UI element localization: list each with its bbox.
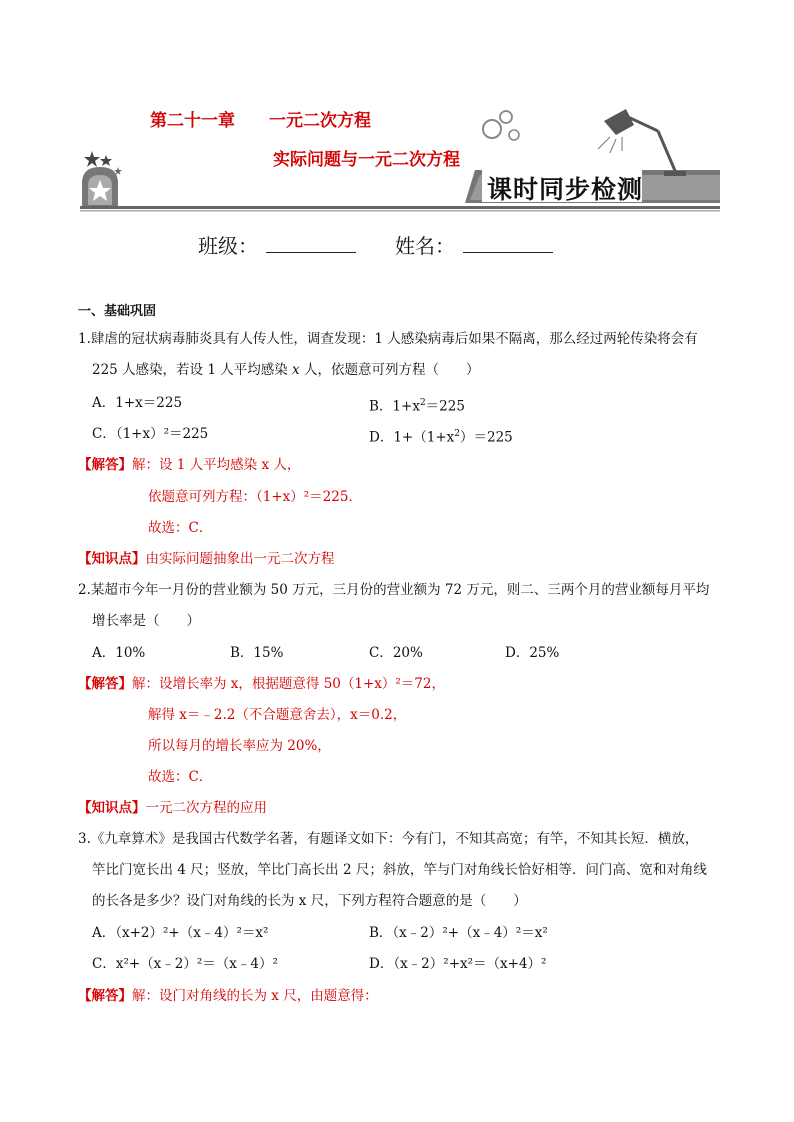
q1-answer-line1: 【解答】解：设 1 人平均感染 x 人， [78, 457, 301, 473]
q2-stem-line2: 增长率是（ ） [92, 613, 200, 629]
q3-stem-line2: 竿比门宽长出 4 尺；竖放，竿比门高长出 2 尺；斜放，竿与门对角线长恰好相等．问门高、宽和对角线 [92, 862, 707, 878]
q2-option-b: B．15% [230, 645, 284, 661]
q1-stem-line2: 225 人感染，若设 1 人平均感染 x 人，依题意可列方程（ ） [92, 362, 480, 378]
q2-option-c: C．20% [369, 645, 423, 661]
q1-stem-line1: 1.肆虐的冠状病毒肺炎具有人传人性，调查发现：1 人感染病毒后如果不隔离，那么经过两轮传染将会有 [78, 331, 698, 347]
q1-option-b: B．$1+x^2=225$ [369, 398, 465, 415]
bubble-icon [509, 130, 519, 140]
q1-option-d: D．$1+(1+x^2)=225$ [369, 429, 513, 446]
q2-knowledge-point: 【知识点】一元二次方程的应用 [78, 800, 267, 816]
lesson-subtitle: 实际问题与一元二次方程 [273, 150, 460, 170]
star-icon [84, 151, 100, 167]
q3-option-d: D．（x﹣2）²+x²＝（x+4）² [369, 956, 547, 972]
chapter-title: 第二十一章 一元二次方程 [150, 111, 371, 131]
lamp-icon [598, 109, 686, 176]
q2-stem-line1: 2.某超市今年一月份的营业额为 50 万元，三月份的营业额为 72 万元，则二、三两个月的营业额每月平均 [78, 582, 710, 598]
bubble-icon [483, 120, 501, 138]
name-label: 姓名： [395, 234, 455, 258]
q2-option-a: A．10% [92, 645, 146, 661]
q3-option-b: B．（x﹣2）²+（x﹣4）²＝x² [369, 925, 548, 941]
q2-answer-line4: 故选：C． [148, 769, 213, 785]
class-label: 班级： [198, 234, 258, 258]
q1-knowledge-point: 【知识点】由实际问题抽象出一元二次方程 [78, 551, 335, 567]
section-title: 一、基础巩固 [78, 304, 157, 319]
q3-stem-line3: 的长各是多少？设门对角线的长为 x 尺，下列方程符合题意的是（ ） [92, 893, 527, 909]
q1-option-a: A．1+x＝225 [92, 395, 183, 411]
q2-answer-line2: 解得 x＝﹣2.2（不合题意舍去），x＝0.2， [148, 707, 407, 723]
star-icon [100, 155, 112, 166]
bubble-icon [500, 111, 512, 123]
q1-answer-line3: 故选：C． [148, 520, 213, 536]
class-input-line[interactable] [266, 234, 356, 253]
q2-answer-line1: 【解答】解：设增长率为 x，根据题意得 50（1+x）²＝72， [78, 676, 445, 692]
banner-text: 课时同步检测 [487, 175, 644, 204]
class-field [198, 230, 356, 259]
name-input-line[interactable] [463, 234, 553, 253]
q1-answer-line2: 依题意可列方程：（1+x）²＝225． [148, 489, 362, 505]
q3-option-c: C．x²+（x﹣2）²＝（x﹣4）² [92, 956, 278, 972]
name-field [395, 230, 553, 259]
q3-option-a: A．（x+2）²+（x﹣4）²＝x² [92, 925, 269, 941]
q1-option-c: C．（1+x）²＝225 [92, 426, 209, 442]
q2-answer-line3: 所以每月的增长率应为 20%， [148, 738, 331, 754]
q3-answer-line1: 【解答】解：设门对角线的长为 x 尺，由题意得： [78, 988, 378, 1004]
q2-option-d: D．25% [505, 645, 560, 661]
q3-stem-line1: 3.《九章算术》是我国古代数学名著，有题译文如下：今有门，不知其高宽；有竿，不知其长短．横放， [78, 831, 699, 847]
